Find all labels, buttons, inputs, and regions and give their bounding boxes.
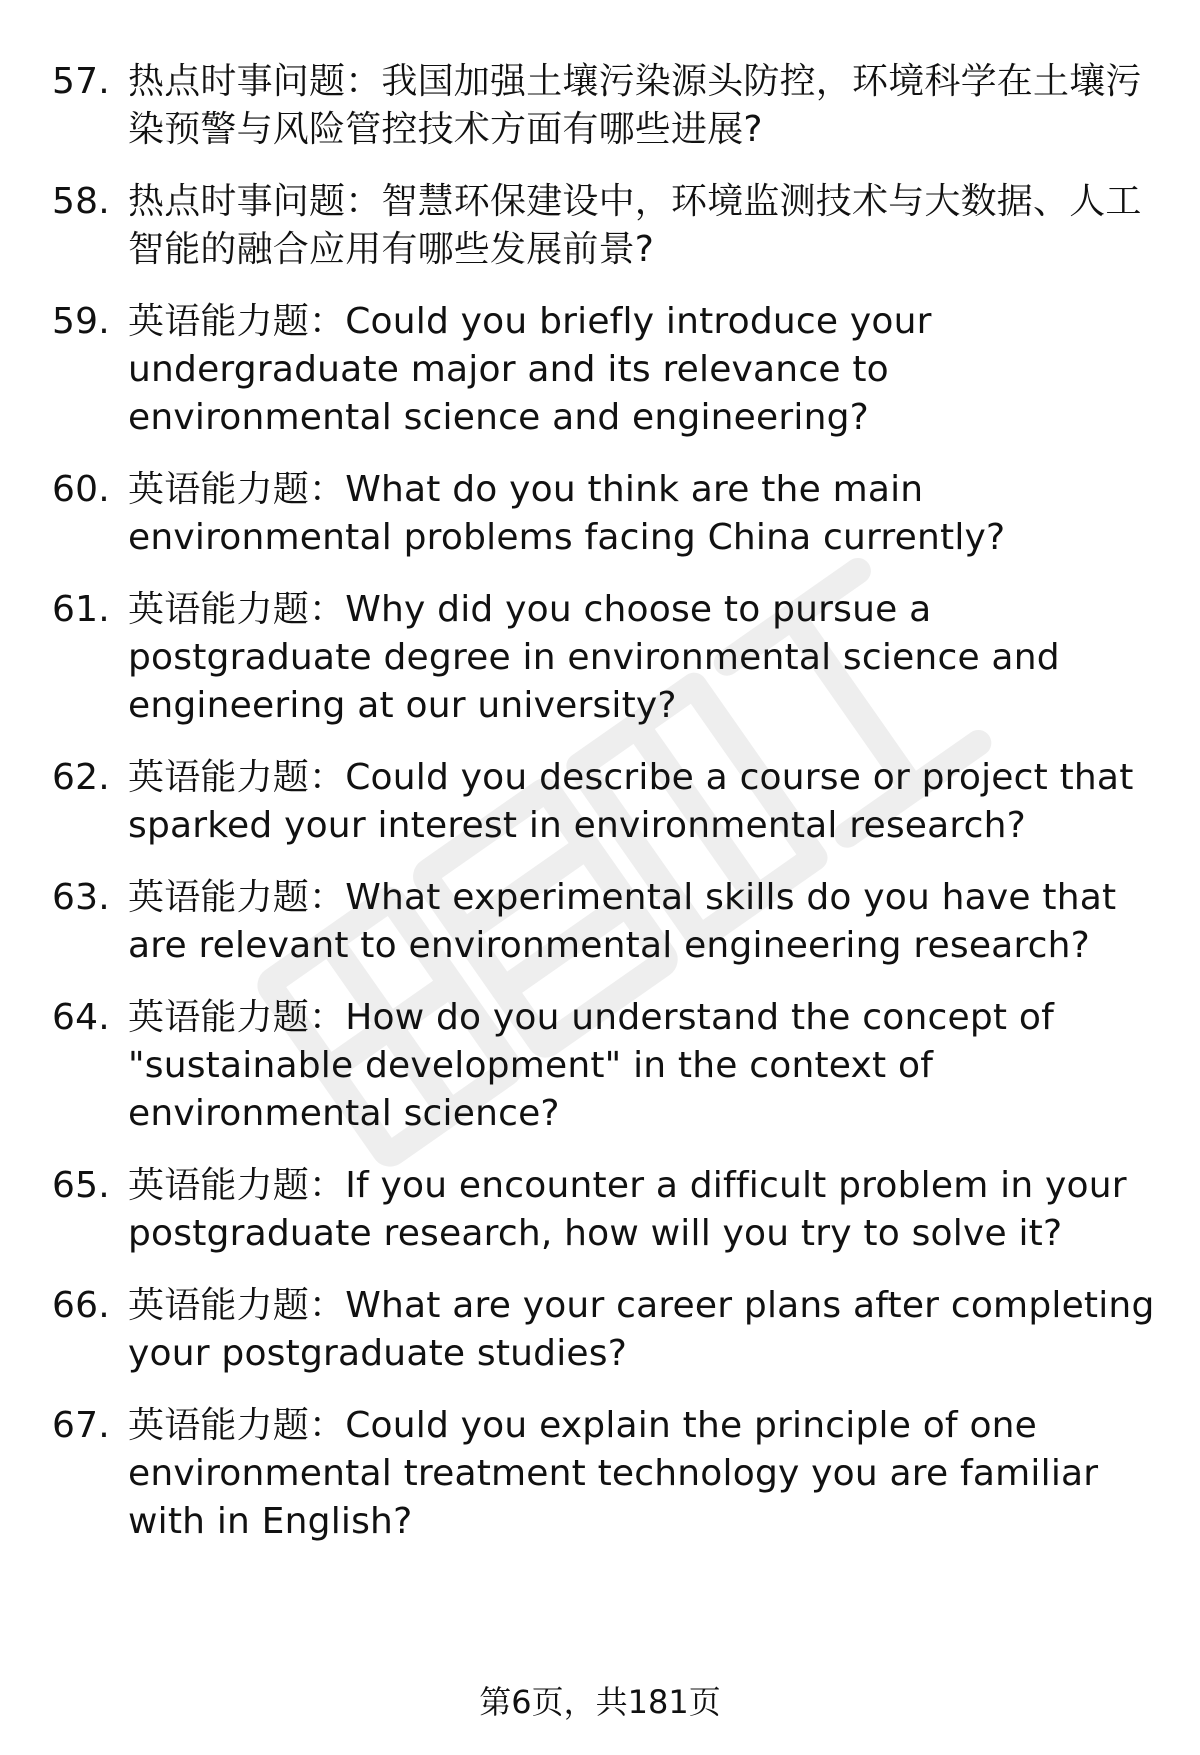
list-item — [52, 58, 1162, 154]
question-text: 英语能力题：If you encounter a difficult problem in your postgraduate research, how will you try to solve it? — [128, 1165, 1127, 1254]
question-text: 英语能力题：What are your career plans after completing your postgraduate studies? — [128, 1285, 1155, 1374]
list-item — [52, 1402, 1162, 1546]
question-number: 58. — [52, 181, 110, 222]
question-text: 英语能力题：How do you understand the concept of "sustainable development" in the context of environmental science? — [128, 997, 1054, 1134]
list-item — [52, 994, 1162, 1138]
page-footer: 第6页，共181页 — [479, 1683, 721, 1721]
list-item — [52, 586, 1162, 730]
question-text: 英语能力题：What do you think are the main environmental problems facing China currently? — [128, 469, 1006, 558]
question-number: 57. — [52, 61, 110, 102]
list-item — [52, 1162, 1162, 1258]
list-item — [52, 466, 1162, 562]
question-number: 66. — [52, 1285, 110, 1326]
question-number: 67. — [52, 1405, 110, 1446]
question-text: 热点时事问题：我国加强土壤污染源头防控，环境科学在土壤污染预警与风险管控技术方面有哪些进展? — [128, 61, 1142, 150]
list-item — [52, 178, 1162, 274]
question-text: 英语能力题：Could you briefly introduce your undergraduate major and its relevance to environmental science and engineering? — [128, 301, 932, 438]
question-list — [52, 58, 1162, 1546]
question-text: 热点时事问题：智慧环保建设中，环境监测技术与大数据、人工智能的融合应用有哪些发展前景? — [128, 181, 1142, 270]
list-item — [52, 754, 1162, 850]
list-item — [52, 1282, 1162, 1378]
question-text: 英语能力题：Why did you choose to pursue a postgraduate degree in environmental science and engineering at our university? — [128, 589, 1060, 726]
list-item — [52, 298, 1162, 442]
question-text: 英语能力题：Could you describe a course or project that sparked your interest in environmental research? — [128, 757, 1134, 846]
list-item — [52, 874, 1162, 970]
question-number: 64. — [52, 997, 110, 1038]
question-text: 英语能力题：What experimental skills do you have that are relevant to environmental engineering research? — [128, 877, 1117, 966]
question-number: 61. — [52, 589, 110, 630]
question-text: 英语能力题：Could you explain the principle of one environmental treatment technology you are familiar with in English? — [128, 1405, 1099, 1542]
question-number: 62. — [52, 757, 110, 798]
question-number: 59. — [52, 301, 110, 342]
question-number: 60. — [52, 469, 110, 510]
question-number: 63. — [52, 877, 110, 918]
question-number: 65. — [52, 1165, 110, 1206]
